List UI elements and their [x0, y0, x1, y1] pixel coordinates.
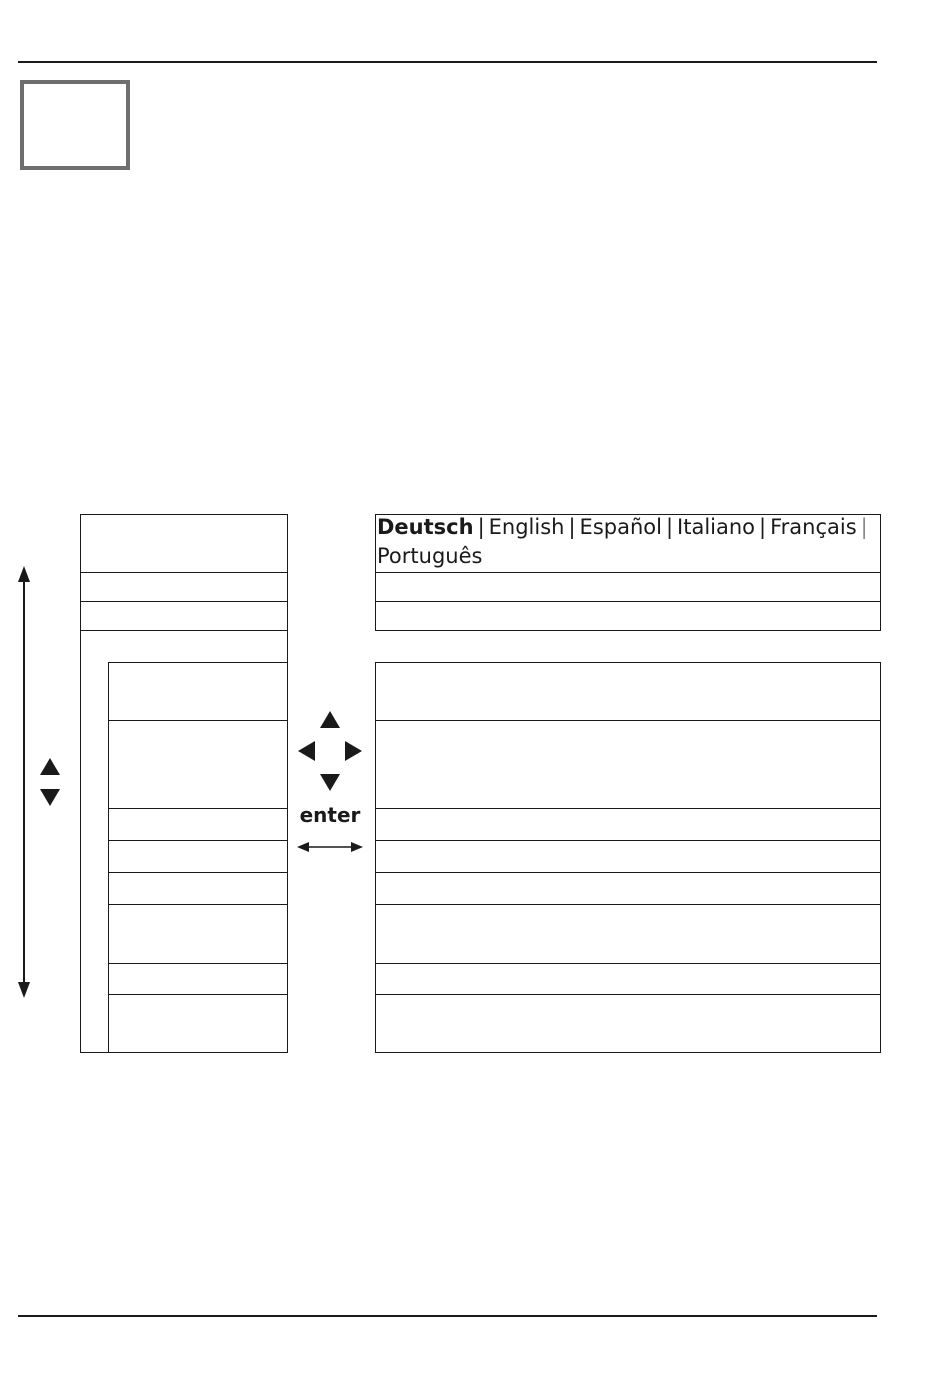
- language-option[interactable]: Español: [579, 515, 662, 539]
- language-option[interactable]: English: [488, 515, 565, 539]
- language-separator: |: [759, 515, 767, 539]
- enter-label: enter: [299, 803, 361, 827]
- language-option[interactable]: Français: [770, 515, 857, 539]
- language-separator: |: [477, 515, 485, 539]
- language-separator: |: [860, 515, 868, 539]
- language-selected[interactable]: Deutsch: [377, 515, 474, 539]
- up-arrow-icon: [40, 758, 60, 775]
- language-separator: |: [568, 515, 576, 539]
- language-separator: |: [665, 515, 674, 539]
- language-option[interactable]: Italiano: [677, 515, 756, 539]
- down-arrow-icon: [320, 774, 340, 791]
- vertical-scroll-arrow-icon: [18, 566, 30, 998]
- double-arrow-icon: [297, 842, 363, 852]
- up-arrow-icon: [320, 711, 340, 728]
- right-arrow-icon: [345, 741, 362, 761]
- down-arrow-icon: [40, 789, 60, 806]
- left-arrow-icon: [298, 741, 315, 761]
- language-option[interactable]: Português: [377, 544, 483, 568]
